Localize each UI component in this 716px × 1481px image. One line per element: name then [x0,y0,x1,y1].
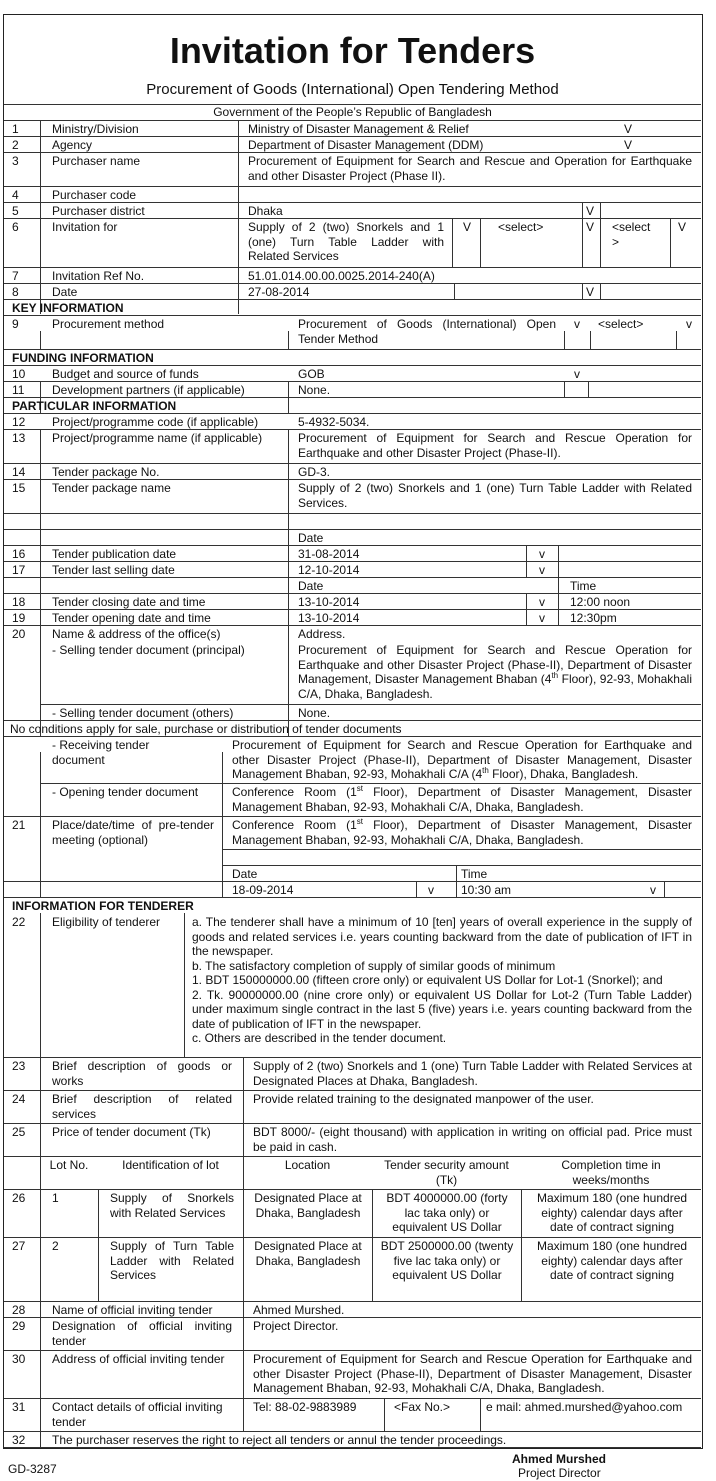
lot-location: Designated Place at Dhaka, Bangladesh [254,1191,362,1220]
date-header: Date [298,579,324,593]
row-number: 20 [12,627,26,641]
invitation-ref-value: 51.01.014.00.00.0025.2014-240(A) [248,269,435,283]
row-number: 2 [12,138,19,152]
agency-value: Department of Disaster Management (DDM) [248,138,484,152]
row-number: 4 [12,188,19,202]
document-price-value: BDT 8000/- (eight thousand) with application in writing on official pad. Price must be paid in cash. [253,1125,692,1154]
package-name-value: Supply of 2 (two) Snorkels and 1 (one) Turn Table Ladder with Related Services. [298,481,692,510]
row-number: 18 [12,595,26,609]
row-number: 28 [12,1303,26,1317]
last-selling-date-label: Tender last selling date [52,563,175,577]
meeting-date-value: 18-09-2014 [232,883,294,897]
purchaser-code-label: Purchaser code [52,188,137,202]
row-number: 16 [12,547,26,561]
invitation-ref-label: Invitation Ref No. [52,269,145,283]
goods-description-label: Brief description of goods or works [52,1059,232,1088]
dropdown-arrow[interactable]: V [624,138,633,152]
eligibility-value: a. The tenderer shall have a minimum of 10 [ten] years of overall experience in the supply of goods and related services i.e. years counting backward from the date of publication of IFT in the newspaper. b. The satisfactory completion of supply of similar goods of minimum 1. BDT 150000000.00 (fifteen crore only) or equivalent US Dollar for Lot-1 (Snorkel); and 2. Tk. 90000000.00 (nine crore only) or equivalent US Dollar for Lot-2 (Turn Table Ladder) under maximum single contract in the last 5 (five) years i.e. years counting backward from the date of publication of IFT in the newspaper. c. Others are described in the tender document. [192,915,692,1045]
opening-doc-label: - Opening tender document [52,785,199,799]
purchaser-district-value: Dhaka [248,204,283,218]
office-address-label: Name & address of the office(s) [52,627,221,641]
budget-label: Budget and source of funds [52,367,199,381]
row-number: 14 [12,465,26,479]
dropdown-arrow[interactable]: v [650,883,656,897]
row-number: 9 [12,317,19,331]
identification-header: Identification of lot [122,1158,219,1172]
time-header: Time [570,579,597,593]
dropdown-arrow[interactable]: V [586,285,595,299]
contact-telephone: Tel: 88-02-9883989 [253,1400,357,1414]
lot-header: Lot No. [49,1158,89,1172]
selling-principal-value: Procurement of Equipment for Search and Rescue Operation for Earthquake and other Disaster Project (Phase-II), Department of Disaster Management, Disaster Management Bhaban (4th Floor), 92-93, Mohakhali C/A, Dhaka, Bangladesh. [298,643,692,701]
row-number: 25 [12,1125,26,1139]
lot-completion: Maximum 180 (one hundred eighty) calendar days after date of contract signing [536,1239,688,1282]
closing-time-value: 12:00 noon [570,595,631,609]
last-selling-date-value: 12-10-2014 [298,563,360,577]
project-code-value: 5-4932-5034. [298,415,370,429]
package-name-label: Tender package name [52,481,171,495]
section-heading: PARTICULAR INFORMATION [12,399,177,413]
dropdown-arrow[interactable]: v [574,367,580,381]
section-heading: INFORMATION FOR TENDERER [12,899,194,913]
dropdown-arrow[interactable]: v [539,595,545,609]
time-header: Time [461,867,488,881]
development-partners-value: None. [298,383,331,397]
dropdown-arrow[interactable]: v [428,883,434,897]
row-number: 22 [12,915,26,929]
package-no-label: Tender package No. [52,465,160,479]
row-number: 6 [12,220,19,234]
purchaser-name-label: Purchaser name [52,154,141,168]
row-number: 7 [12,269,19,283]
date-label: Date [52,285,78,299]
contact-email[interactable]: e mail: ahmed.murshed@yahoo.com [486,1400,683,1414]
lot-identification: Supply of Turn Table Ladder with Related Services [110,1239,234,1282]
row-number: 10 [12,367,26,381]
lot-location: Designated Place at Dhaka, Bangladesh [254,1239,362,1268]
select-field[interactable]: <select> [498,220,544,234]
official-designation-label: Designation of official inviting tender [52,1319,232,1348]
select-field[interactable]: <select> [598,317,644,331]
row-number: 8 [12,285,19,299]
official-designation-value: Project Director. [253,1319,339,1333]
row-number: 31 [12,1400,26,1414]
no-conditions-note: No conditions apply for sale, purchase or distribution of tender documents [10,722,402,736]
completion-header: Completion time in weeks/months [561,1158,661,1187]
location-header: Location [284,1158,331,1172]
select-field-end[interactable]: > [612,235,620,249]
lot-number: 1 [52,1191,59,1205]
row-number: 24 [12,1092,26,1106]
reservation-note: The purchaser reserves the right to reject all tenders or annul the tender proceedings. [52,1433,507,1447]
procurement-method-label: Procurement method [52,317,165,331]
section-heading: FUNDING INFORMATION [12,351,154,365]
lot-completion: Maximum 180 (one hundred eighty) calendar days after date of contract signing [536,1191,688,1234]
meeting-time-value: 10:30 am [461,883,512,897]
pre-tender-meeting-value: Conference Room (1st Floor), Department of Disaster Management, Disaster Management Bhaban, 92-93, Mohakhali C/A, Dhaka, Bangladesh. [232,817,692,847]
procurement-method-value: Procurement of Goods (International) Open Tender Method [298,317,556,346]
office-address-value: Address. [298,627,346,641]
publication-date-value: 31-08-2014 [298,547,360,561]
row-number: 5 [12,204,19,218]
row-number: 30 [12,1352,26,1366]
contact-details-label: Contact details of official inviting tender [52,1400,223,1429]
lot-identification: Supply of Snorkels with Related Services [110,1191,234,1220]
selling-others-label: - Selling tender document (others) [52,706,234,720]
date-header: Date [232,867,258,881]
invitation-for-label: Invitation for [52,220,118,234]
row-number: 3 [12,154,19,168]
eligibility-label: Eligibility of tenderer [52,915,161,929]
project-name-label: Project/programme name (if applicable) [52,431,263,445]
project-code-label: Project/programme code (if applicable) [52,415,259,429]
dropdown-arrow[interactable]: v [686,317,692,331]
row-number: 1 [12,122,19,136]
dropdown-arrow[interactable]: V [586,220,595,234]
row-number: 26 [12,1191,26,1205]
row-number: 29 [12,1319,26,1333]
row-number: 15 [12,481,26,495]
ministry-value: Ministry of Disaster Management & Relief [248,122,469,136]
closing-date-value: 13-10-2014 [298,595,360,609]
row-number: 13 [12,431,26,445]
opening-date-value: 13-10-2014 [298,611,360,625]
lot-number: 2 [52,1239,59,1253]
purchaser-name-value: Procurement of Equipment for Search and Rescue and Operation for Earthquake and other Disaster Project (Phase II). [248,154,692,183]
invitation-for-value: Supply of 2 (two) Snorkels and 1 (one) Turn Table Ladder with Related Services [248,220,444,263]
project-name-value: Procurement of Equipment for Search and Rescue Operation for Earthquake and other Disaster Project (Phase-II). [298,431,692,460]
date-header: Date [298,531,324,545]
selling-principal-label: - Selling tender document (principal) [52,643,245,657]
selling-others-value: None. [298,706,331,720]
ministry-label: Ministry/Division [52,122,139,136]
related-services-label: Brief description of related services [52,1092,232,1121]
opening-doc-value: Conference Room (1st Floor), Department of Disaster Management, Disaster Management Bhaban, 92-93, Mohakhali C/A, Dhaka, Bangladesh. [232,784,692,814]
dropdown-arrow[interactable]: V [586,204,595,218]
official-name-label: Name of official inviting tender [52,1303,213,1317]
official-name-value: Ahmed Murshed. [253,1303,345,1317]
row-number: 21 [12,818,26,832]
package-no-value: GD-3. [298,465,331,479]
security-header: Tender security amount (Tk) [384,1158,509,1187]
tender-notice [3,14,703,1449]
signer-name: Ahmed Murshed [512,1452,607,1466]
pre-tender-meeting-label: Place/date/time of pre-tender meeting (optional) [52,818,214,847]
row-number: 19 [12,611,26,625]
page-subtitle: Procurement of Goods (International) Open Tendering Method [146,81,559,98]
document-code: GD-3287 [8,1462,57,1476]
publication-date-label: Tender publication date [52,547,177,561]
official-address-value: Procurement of Equipment for Search and Rescue Operation for Earthquake and other Disaster Project (Phase-II), Department of Disaster Management, Disaster Management Bhaban, 92-93, Mohakhali C/A, Dhaka, Bangladesh. [253,1352,692,1395]
signer-title: Project Director [518,1466,601,1480]
contact-fax: <Fax No.> [394,1400,451,1414]
opening-time-value: 12:30pm [570,611,617,625]
development-partners-label: Development partners (if applicable) [52,383,245,397]
date-value: 27-08-2014 [248,285,310,299]
dropdown-arrow[interactable]: v [574,317,580,331]
related-services-value: Provide related training to the designated manpower of the user. [253,1092,594,1106]
dropdown-arrow[interactable]: v [539,611,545,625]
receiving-label: - Receiving tender document [52,738,150,767]
receiving-value: Procurement of Equipment for Search and Rescue Operation for Earthquake and other Disaster Project (Phase-II), Department of Disaster Management, Disaster Management Bhaban, 92-93, Mohakhali C/A (4th Floor), Dhaka, Bangladesh. [232,738,692,781]
opening-label: Tender opening date and time [52,611,211,625]
row-number: 12 [12,415,26,429]
row-number: 17 [12,563,26,577]
row-number: 27 [12,1239,26,1253]
budget-value: GOB [298,367,325,381]
dropdown-arrow[interactable]: v [539,547,545,561]
dropdown-arrow[interactable]: V [678,220,687,234]
select-field[interactable]: <select [612,220,651,234]
lot-security: BDT 4000000.00 (forty lac taka only) or equivalent US Dollar [386,1191,508,1234]
document-price-label: Price of tender document (Tk) [52,1125,211,1139]
lot-security: BDT 2500000.00 (twenty five lac taka only) or equivalent US Dollar [380,1239,514,1282]
dropdown-arrow[interactable]: V [624,122,633,136]
page-title: Invitation for Tenders [169,30,536,71]
row-number: 11 [12,383,25,397]
dropdown-arrow[interactable]: v [539,563,545,577]
section-heading: KEY INFORMATION [12,301,124,315]
goods-description-value: Supply of 2 (two) Snorkels and 1 (one) Turn Table Ladder with Related Services at Designated Places at Dhaka, Bangladesh. [253,1059,692,1088]
purchaser-district-label: Purchaser district [52,204,145,218]
agency-label: Agency [52,138,93,152]
row-number: 32 [12,1433,26,1447]
dropdown-arrow[interactable]: V [463,220,472,234]
row-number: 23 [12,1059,26,1073]
official-address-label: Address of official inviting tender [52,1352,225,1366]
closing-label: Tender closing date and time [52,595,206,609]
government-line: Government of the People’s Republic of Bangladesh [213,105,492,119]
